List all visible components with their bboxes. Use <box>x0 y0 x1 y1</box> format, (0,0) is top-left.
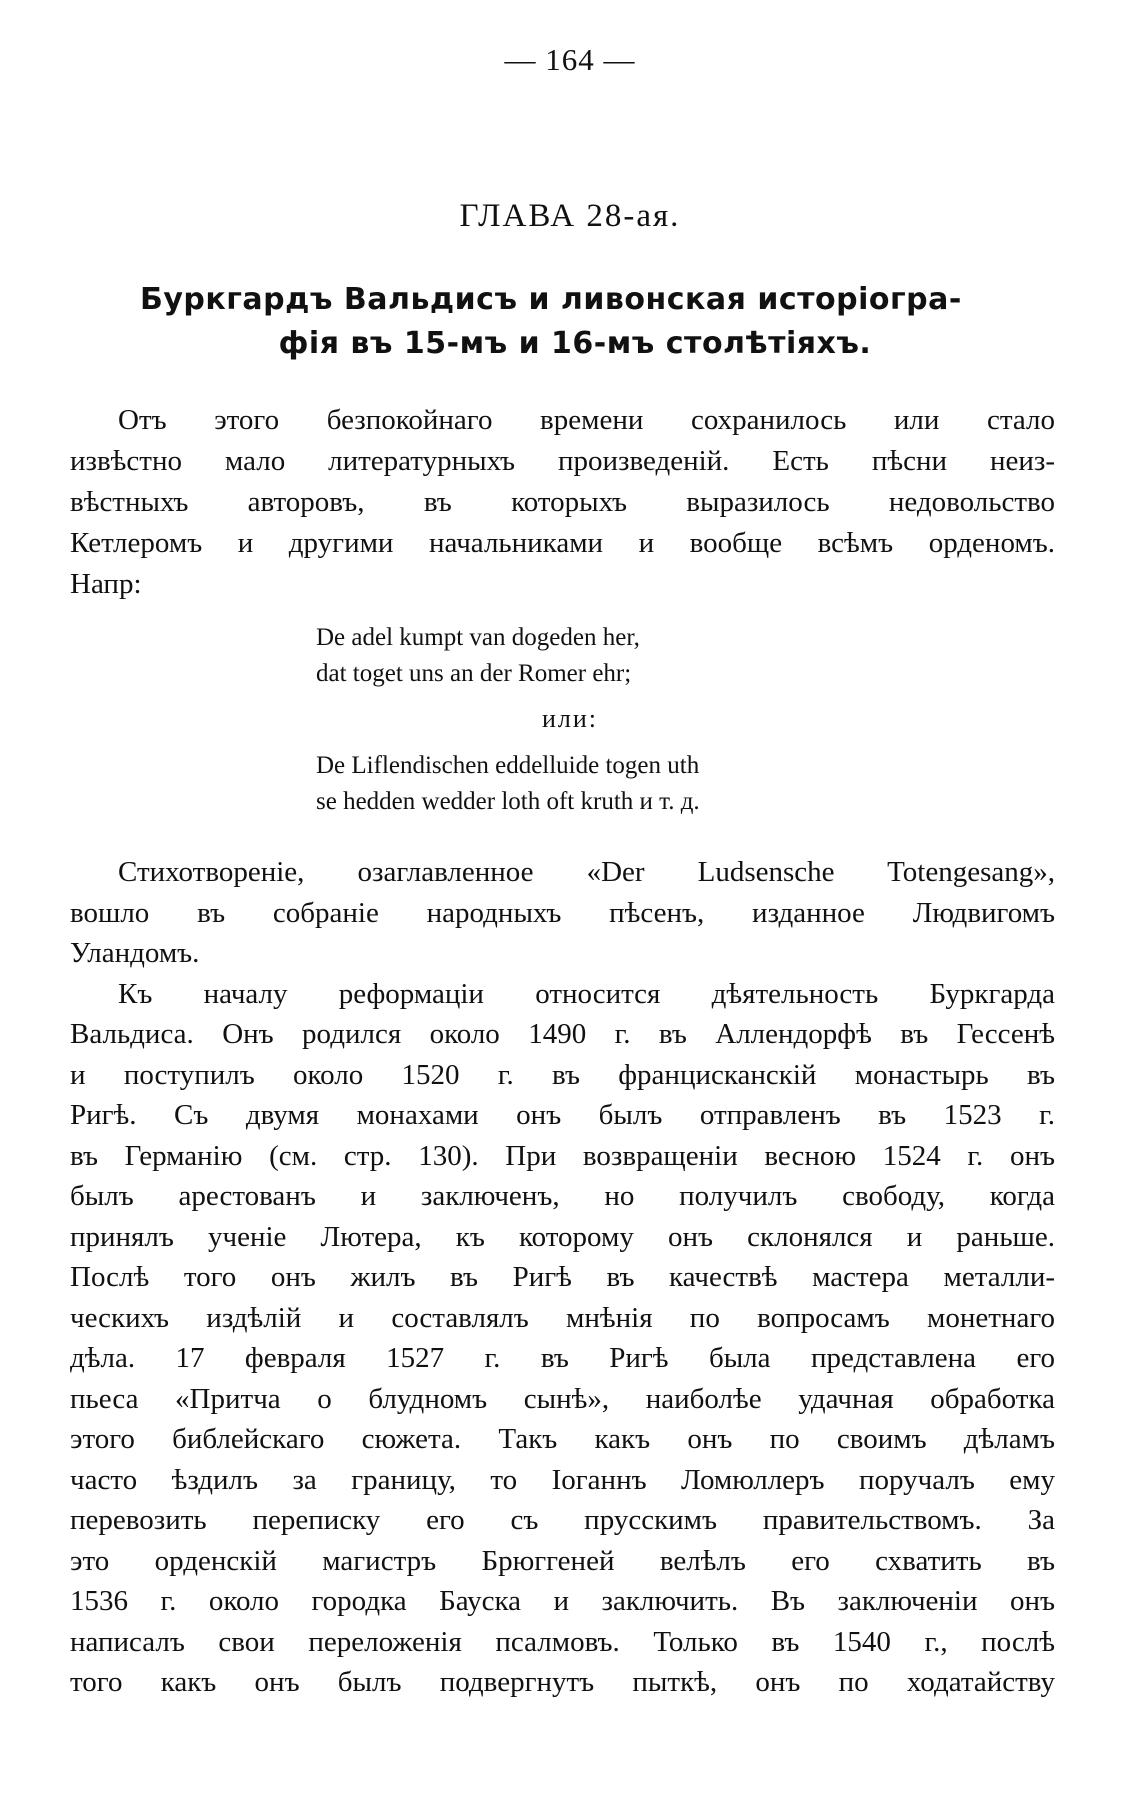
verse-separator: или: <box>541 704 599 733</box>
verse-quote-2 <box>316 748 700 820</box>
text-line: извѣстно мало литературныхъ произведеній. Есть пѣсни неиз- <box>70 445 1055 477</box>
text-line: Стихотвореніе, озаглавленное «Der Ludsensche Totengesang», <box>118 856 1055 888</box>
text-line: Къ началу реформаціи относится дѣятельность Буркгарда <box>118 977 1055 1010</box>
verse-line: se hedden wedder loth oft kruth и т. д. <box>316 788 700 815</box>
text-line: этого библейскаго сюжета. Такъ какъ онъ по своимъ дѣламъ <box>70 1423 1055 1455</box>
verse-line: De adel kumpt van dogeden her, <box>316 624 640 651</box>
text-line: и поступилъ около 1520 г. въ францисканскій монастырь въ <box>70 1058 1055 1091</box>
text-line: Вальдиса. Онъ родился около 1490 г. въ Аллендорфѣ въ Гессенѣ <box>70 1018 1055 1050</box>
text-line: Ригѣ. Съ двумя монахами онъ былъ отправленъ въ 1523 г. <box>70 1099 1055 1131</box>
page-number: — 164 — <box>504 42 636 77</box>
text-line: часто ѣздилъ за границу, то Іоганнъ Ломюллеръ поручалъ ему <box>70 1463 1055 1496</box>
text-line: дѣла. 17 февраля 1527 г. въ Ригѣ была представлена его <box>70 1342 1055 1374</box>
text-line: перевозить переписку его съ прусскимъ правительствомъ. За <box>70 1504 1055 1536</box>
text-line: вѣстныхъ авторовъ, въ которыхъ выразилось недовольство <box>70 486 1055 518</box>
chapter-title: ГЛАВА 28-ая. <box>459 198 681 234</box>
text-line: принялъ ученіе Лютера, къ которому онъ склонялся и раньше. <box>70 1220 1055 1253</box>
text-line: былъ арестованъ и заключенъ, но получилъ свободу, когда <box>70 1180 1055 1212</box>
text-line: въ Германію (см. стр. 130). При возвращеніи весною 1524 г. онъ <box>70 1139 1055 1172</box>
text-line: пьеса «Притча о блудномъ сынѣ», наиболѣе удачная обработка <box>70 1382 1055 1415</box>
text-line: Уландомъ. <box>70 937 200 969</box>
chapter-subtitle <box>140 278 1020 366</box>
text-line: написалъ свои переложенія псалмовъ. Только въ 1540 г., послѣ <box>70 1625 1055 1658</box>
text-line: 1536 г. около городка Бауска и заключить. Въ заключеніи онъ <box>70 1585 1055 1617</box>
text-line: ческихъ издѣлій и составлялъ мнѣнія по вопросамъ монетнаго <box>70 1301 1055 1334</box>
chapter-subtitle-line: Буркгардъ Вальдисъ и ливонская исторіогра- <box>140 282 962 317</box>
text-line: это орденскій магистръ Брюггеней велѣлъ его схватить въ <box>70 1544 1055 1577</box>
intro-paragraph <box>70 400 1055 605</box>
chapter-subtitle-line: фія въ 15-мъ и 16-мъ столѣтіяхъ. <box>278 326 872 361</box>
verse-line: De Liflendischen eddelluide togen uth <box>316 752 700 779</box>
text-line: Послѣ того онъ жилъ въ Ригѣ въ качествѣ мастера металли- <box>70 1261 1055 1293</box>
text-line: Отъ этого безпокойнаго времени сохранилось или стало <box>118 404 1055 436</box>
verse-line: dat toget uns an der Romer ehr; <box>316 660 632 687</box>
verse-quote-1 <box>316 620 640 692</box>
text-line: Кетлеромъ и другими начальниками и вообще всѣмъ орденомъ. <box>70 527 1055 559</box>
main-text <box>70 852 1055 1703</box>
text-line: Напр: <box>70 568 142 600</box>
text-line: того какъ онъ былъ подвергнутъ пыткѣ, онъ по ходатайству <box>70 1666 1055 1698</box>
text-line: вошло въ собраніе народныхъ пѣсенъ, изданное Людвигомъ <box>70 896 1055 929</box>
